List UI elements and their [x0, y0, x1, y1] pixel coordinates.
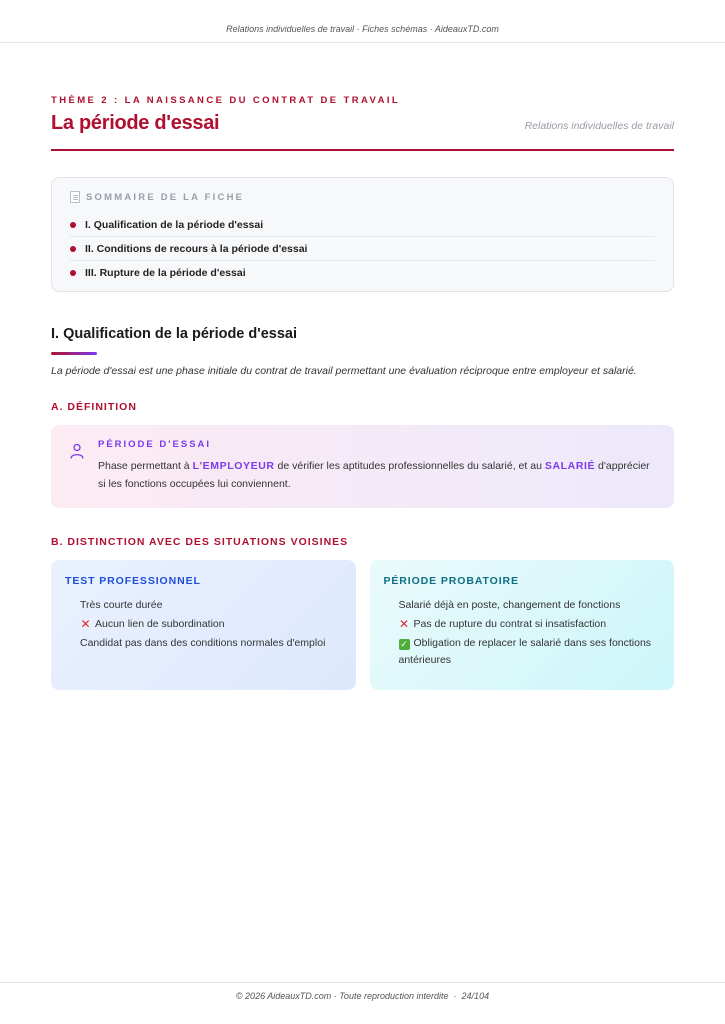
- running-header: [0, 0, 725, 43]
- card-test-professionnel: [51, 560, 356, 690]
- toc-item-label: III. Rupture de la période d'essai: [85, 267, 246, 279]
- card-list: [65, 597, 342, 652]
- bullet-icon: [70, 222, 76, 228]
- list-item-text: Salarié déjà en poste, changement de fonctions: [398, 599, 621, 611]
- footer-text: © 2026 AideauxTD.com · Toute reproduction interdite: [235, 991, 449, 1001]
- comparison-cards: [51, 560, 674, 690]
- card-title: PÉRIODE PROBATOIRE: [383, 575, 519, 587]
- theme-eyebrow: THÈME 2 : LA NAISSANCE DU CONTRAT DE TRAVAIL: [51, 95, 401, 106]
- card-list: [384, 597, 661, 669]
- definition-text: [98, 457, 658, 493]
- definition-text-part: d'apprécier si les fonctions occupées lui conviennent.: [98, 460, 650, 490]
- person-icon: [70, 443, 84, 459]
- toc-item-label: II. Conditions de recours à la période d'essai: [85, 242, 308, 255]
- bullet-icon: [70, 270, 76, 276]
- list-item: [399, 635, 661, 669]
- list-item: [80, 635, 342, 652]
- definition-text-part: Phase permettant à: [98, 460, 193, 472]
- page-content: [51, 95, 674, 690]
- card-title: TEST PROFESSIONNEL: [65, 575, 201, 587]
- page-subtitle: Relations individuelles de travail: [524, 120, 674, 132]
- list-item-text: Aucun lien de subordination: [95, 618, 225, 630]
- toc-list: [70, 213, 655, 285]
- toc-item-conditions[interactable]: [70, 237, 655, 261]
- definition-keyword-employee: SALARIÉ: [544, 460, 596, 472]
- subsection-title-definition: A. DÉFINITION: [51, 401, 137, 413]
- toc-item-label: I. Qualification de la période d'essai: [85, 218, 264, 231]
- section-intro: La période d'essai est une phase initiale du contrat de travail permettant une évaluation réciproque entre employeur et salarié.: [51, 365, 637, 377]
- title-row: [51, 112, 674, 135]
- check-mark-icon: ✓: [400, 639, 408, 649]
- card-periode-probatoire: [370, 560, 675, 690]
- document-icon: [70, 191, 80, 203]
- toc-item-rupture[interactable]: [70, 261, 655, 285]
- running-footer: [0, 982, 725, 1024]
- cross-mark-icon: ✕: [398, 617, 410, 631]
- subsection-title-distinction: B. DISTINCTION AVEC DES SITUATIONS VOISINES: [51, 536, 349, 548]
- list-item: [399, 616, 661, 633]
- page-number: 24/104: [461, 991, 490, 1001]
- cross-mark-icon: ✕: [80, 617, 91, 631]
- definition-keyword-employer: L'EMPLOYEUR: [192, 460, 275, 472]
- page-title: La période d'essai: [51, 112, 220, 134]
- list-item: [399, 597, 661, 614]
- toc-header: [70, 191, 655, 203]
- list-item: [80, 597, 342, 614]
- section-underline: [51, 352, 97, 355]
- toc-item-qualification[interactable]: [70, 213, 655, 237]
- footer-separator: ·: [451, 991, 460, 1001]
- bullet-icon: [70, 246, 76, 252]
- table-of-contents: [51, 177, 674, 292]
- definition-label: PÉRIODE D'ESSAI: [98, 439, 212, 450]
- list-item-text: Très courte durée: [80, 599, 163, 611]
- list-item-text: Candidat pas dans des conditions normales d'emploi: [80, 637, 326, 649]
- running-header-text: Relations individuelles de travail · Fiches schémas · AideauxTD.com: [226, 24, 499, 34]
- title-divider: [51, 149, 674, 151]
- toc-title: SOMMAIRE DE LA FICHE: [86, 191, 245, 203]
- section-title: I. Qualification de la période d'essai: [51, 326, 297, 342]
- list-item-text: Pas de rupture du contrat si insatisfaction: [413, 618, 607, 630]
- list-item-text: Obligation de replacer le salarié dans ses fonctions antérieures: [398, 637, 652, 666]
- list-item: [80, 616, 342, 633]
- definition-card: [51, 425, 674, 508]
- definition-text-part: de vérifier les aptitudes professionnelles du salarié, et au: [274, 460, 545, 472]
